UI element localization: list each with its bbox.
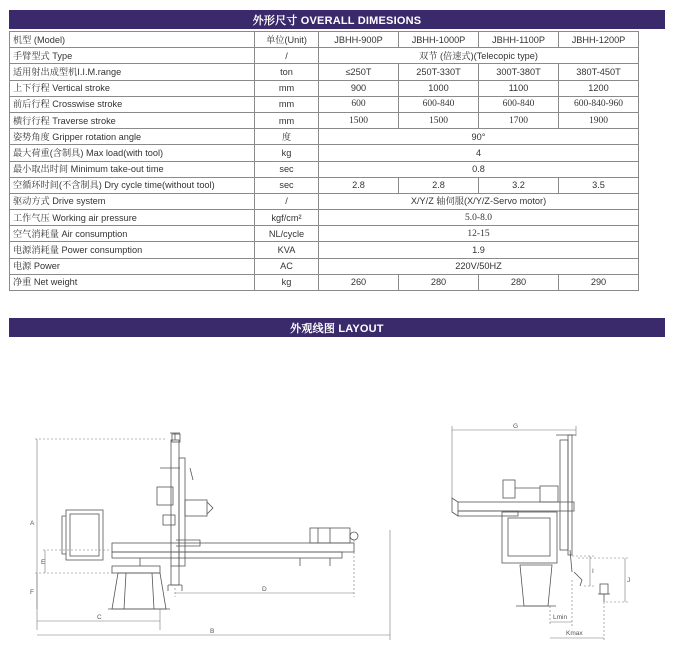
spec-label-cell: 工作气压 Working air pressure (10, 210, 255, 226)
spec-row (10, 48, 639, 64)
spec-label-cell: 电源 Power (10, 258, 255, 274)
spec-header-row (10, 32, 639, 48)
spec-value-cell: 3.2 (479, 177, 559, 193)
spec-merged-value-cell: 90° (319, 129, 639, 145)
spec-value-cell: 290 (559, 274, 639, 290)
dim-J-label: J (627, 577, 631, 584)
spec-merged-value-cell: 220V/50HZ (319, 258, 639, 274)
spec-row (10, 64, 639, 80)
dim-F-label: F (30, 589, 34, 596)
dim-E-label: E (41, 559, 46, 566)
spec-value-cell: 600-840 (399, 96, 479, 112)
spec-unit-cell: ton (255, 64, 319, 80)
specs-banner (9, 10, 665, 29)
spec-value-cell: 1700 (479, 112, 559, 128)
header-unit-label: 单位(Unit) (255, 32, 319, 48)
spec-value-cell: 3.5 (559, 177, 639, 193)
spec-row (10, 242, 639, 258)
spec-row (10, 226, 639, 242)
spec-unit-cell: mm (255, 112, 319, 128)
spec-row (10, 274, 639, 290)
spec-value-cell: 260 (319, 274, 399, 290)
spec-row (10, 210, 639, 226)
side-view-drawing (452, 435, 610, 606)
spec-value-cell: 380T-450T (559, 64, 639, 80)
spec-value-cell: 250T-330T (399, 64, 479, 80)
spec-label-cell: 净重 Net weight (10, 274, 255, 290)
spec-row (10, 129, 639, 145)
spec-value-cell: 2.8 (319, 177, 399, 193)
header-model-3: JBHH-1100P (479, 32, 559, 48)
spec-row (10, 112, 639, 128)
spec-value-cell: 600-840 (479, 96, 559, 112)
dim-I-label: I (592, 568, 594, 575)
front-view-drawing (62, 433, 358, 609)
dim-B-label: B (210, 628, 215, 635)
spec-unit-cell: kg (255, 145, 319, 161)
spec-value-cell: 1500 (319, 112, 399, 128)
spec-value-cell: 900 (319, 80, 399, 96)
spec-unit-cell: sec (255, 177, 319, 193)
spec-merged-value-cell: 4 (319, 145, 639, 161)
spec-label-cell: 适用射出成型机I.I.M.range (10, 64, 255, 80)
spec-value-cell: 600-840-960 (559, 96, 639, 112)
spec-unit-cell: kg (255, 274, 319, 290)
layout-banner (9, 318, 665, 337)
dim-D-label: D (262, 586, 267, 593)
spec-label-cell: 横行行程 Traverse stroke (10, 112, 255, 128)
spec-merged-value-cell: 5.0-8.0 (319, 210, 639, 226)
header-model-1: JBHH-900P (319, 32, 399, 48)
header-model-2: JBHH-1000P (399, 32, 479, 48)
spec-row (10, 161, 639, 177)
spec-merged-value-cell: X/Y/Z 轴伺服(X/Y/Z-Servo motor) (319, 193, 639, 209)
spec-label-cell: 空循环时间(不含制具) Dry cycle time(without tool) (10, 177, 255, 193)
spec-value-cell: 1200 (559, 80, 639, 96)
spec-unit-cell: KVA (255, 242, 319, 258)
spec-label-cell: 空气消耗量 Air consumption (10, 226, 255, 242)
spec-label-cell: 上下行程 Vertical stroke (10, 80, 255, 96)
dim-C-label: C (97, 614, 102, 621)
header-model-label: 机型 (Model) (10, 32, 255, 48)
spec-unit-cell: / (255, 48, 319, 64)
layout-drawing (0, 340, 673, 659)
spec-value-cell: ≤250T (319, 64, 399, 80)
spec-unit-cell: kgf/cm² (255, 210, 319, 226)
spec-table (9, 31, 639, 291)
spec-value-cell: 1000 (399, 80, 479, 96)
spec-value-cell: 2.8 (399, 177, 479, 193)
spec-row (10, 193, 639, 209)
spec-label-cell: 最小取出时间 Minimum take-out time (10, 161, 255, 177)
dim-Lmin-label: Lmin (553, 614, 568, 621)
spec-value-cell: 300T-380T (479, 64, 559, 80)
spec-unit-cell: 度 (255, 129, 319, 145)
spec-unit-cell: sec (255, 161, 319, 177)
dim-Kmax-label: Kmax (566, 630, 583, 637)
spec-row (10, 177, 639, 193)
front-dimension-lines (35, 439, 390, 640)
spec-value-cell: 280 (479, 274, 559, 290)
spec-row (10, 96, 639, 112)
spec-label-cell: 手臂型式 Type (10, 48, 255, 64)
specs-banner-title: 外形尺寸 OVERALL DIMESIONS (252, 14, 422, 27)
spec-value-cell: 1900 (559, 112, 639, 128)
spec-merged-value-cell: 0.8 (319, 161, 639, 177)
spec-merged-value-cell: 1.9 (319, 242, 639, 258)
dim-A-label: A (30, 520, 35, 527)
spec-label-cell: 驱动方式 Drive system (10, 193, 255, 209)
spec-unit-cell: / (255, 193, 319, 209)
dim-G-label: G (513, 423, 519, 430)
spec-label-cell: 姿势角度 Gripper rotation angle (10, 129, 255, 145)
spec-value-cell: 1100 (479, 80, 559, 96)
spec-unit-cell: AC (255, 258, 319, 274)
spec-merged-value-cell: 12-15 (319, 226, 639, 242)
spec-unit-cell: mm (255, 80, 319, 96)
side-dimension-lines (452, 426, 629, 642)
spec-value-cell: 600 (319, 96, 399, 112)
header-model-4: JBHH-1200P (559, 32, 639, 48)
spec-value-cell: 1500 (399, 112, 479, 128)
spec-value-cell: 280 (399, 274, 479, 290)
spec-unit-cell: NL/cycle (255, 226, 319, 242)
spec-label-cell: 电源消耗量 Power consumption (10, 242, 255, 258)
spec-label-cell: 前后行程 Crosswise stroke (10, 96, 255, 112)
spec-row (10, 80, 639, 96)
spec-row (10, 258, 639, 274)
spec-unit-cell: mm (255, 96, 319, 112)
spec-merged-value-cell: 双节 (倍速式)(Telecopic type) (319, 48, 639, 64)
layout-banner-title: 外观线图 LAYOUT (290, 322, 384, 335)
spec-row (10, 145, 639, 161)
spec-table-body (10, 32, 639, 291)
spec-label-cell: 最大荷重(含制具) Max load(with tool) (10, 145, 255, 161)
